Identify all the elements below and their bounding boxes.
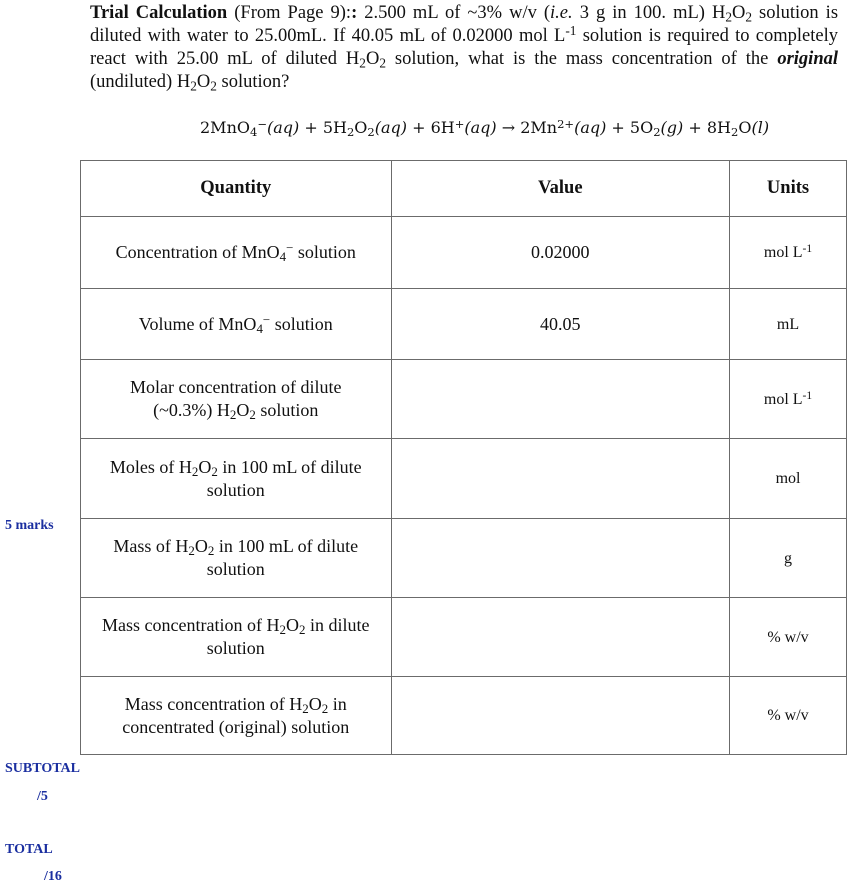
value-cell[interactable] xyxy=(391,439,729,519)
value-cell[interactable]: 0.02000 xyxy=(391,217,729,289)
subtotal-label: SUBTOTAL xyxy=(5,761,80,776)
quantity-cell: Mass concentration of $H_2O_2$ in dilute solution xyxy=(81,598,392,677)
question-source-ref: (From Page 9): xyxy=(234,3,352,23)
subtotal-value: /5 xyxy=(37,789,48,804)
calculation-table xyxy=(80,160,847,755)
value-cell[interactable] xyxy=(391,598,729,677)
units-cell: mol $L^{-1}$ xyxy=(730,217,847,289)
units-cell: mol $L^{-1}$ xyxy=(730,360,847,439)
total-value: /16 xyxy=(44,869,62,884)
original-emphasis: original xyxy=(777,49,839,69)
quantity-cell: Volume of MnO$_4$− solution xyxy=(81,289,392,360)
value-cell[interactable] xyxy=(391,519,729,598)
question-heading: Trial Calculation xyxy=(90,3,228,23)
quantity-cell: Mass concentration of $H_2O_2$ in concentrated (original) solution xyxy=(81,677,392,755)
value-cell[interactable] xyxy=(391,360,729,439)
units-cell: % w/v xyxy=(730,598,847,677)
header-value: Value xyxy=(391,161,729,217)
table-row xyxy=(81,360,847,439)
table-row xyxy=(81,519,847,598)
header-units: Units xyxy=(730,161,847,217)
quantity-cell: Molar concentration of dilute (~0.3%) $H_2O_2$ solution xyxy=(81,360,392,439)
table-header-row xyxy=(81,161,847,217)
header-quantity: Quantity xyxy=(81,161,392,217)
marks-label: 5 marks xyxy=(5,518,54,533)
value-cell[interactable]: 40.05 xyxy=(391,289,729,360)
units-cell: g xyxy=(730,519,847,598)
quantity-cell: Concentration of MnO$_4$− solution xyxy=(81,217,392,289)
question-text: Trial Calculation (From Page 9):: 2.500 mL of ~3% w/v (i.e. 3 g in 100. mL) $H_2O_2$ solution is diluted with water to 25.00mL. If 40.05 mL of 0.02000 mol $L^{-1}$ solution is required to completely react with 25.00 mL of diluted $H_2O_2$ solution, what is the mass concentration of the original (undiluted) $H_2O_2$ solution? xyxy=(90,3,839,94)
value-cell[interactable] xyxy=(391,677,729,755)
units-cell: % w/v xyxy=(730,677,847,755)
units-cell: mol xyxy=(730,439,847,519)
total-label: TOTAL xyxy=(5,842,53,857)
table-row xyxy=(81,217,847,289)
table-row xyxy=(81,289,847,360)
quantity-cell: Mass of $H_2O_2$ in 100 mL of dilute solution xyxy=(81,519,392,598)
units-cell: mL xyxy=(730,289,847,360)
reaction-equation: $2MnO_4^-(aq) + 5H_2O_2(aq) + 6H^+(aq) \to 2Mn^{2+}(aq) + 5O_2(g) + 8H_2O(l)$ xyxy=(200,116,770,139)
table-row xyxy=(81,439,847,519)
quantity-cell: Moles of $H_2O_2$ in 100 mL of dilute solution xyxy=(81,439,392,519)
table-row xyxy=(81,677,847,755)
table-row xyxy=(81,598,847,677)
